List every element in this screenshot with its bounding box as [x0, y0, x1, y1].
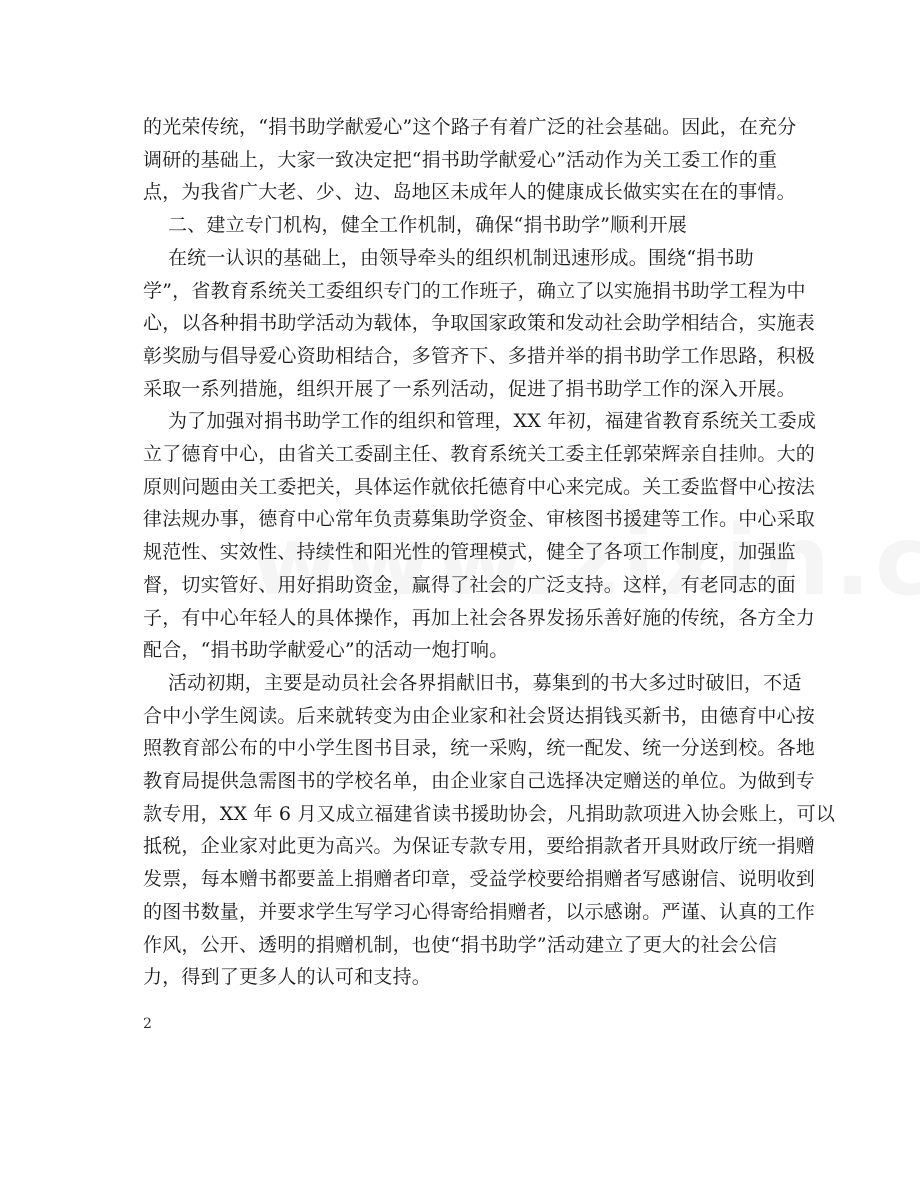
- text-line: 子，有中心年轻人的具体操作，再加上社会各界发扬乐善好施的传统，各方全力: [143, 606, 816, 629]
- text-line: 采取一系列措施，组织开展了一系列活动，促进了捐书助学工作的深入开展。: [143, 377, 796, 400]
- text-line: 督，切实管好、用好捐助资金，赢得了社会的广泛支持。这样，有老同志的面: [143, 573, 796, 596]
- text-line: 彰奖励与倡导爱心资助相结合，多管齐下、多措并举的捐书助学工作思路，积极: [143, 344, 816, 367]
- text-line: 的图书数量，并要求学生写学习心得寄给捐赠者，以示感谢。严谨、认真的工作: [143, 900, 816, 923]
- text-line: 为了加强对捐书助学工作的组织和管理，XX 年初，福建省教育系统关工委成: [143, 410, 817, 433]
- text-line: 抵税，企业家对此更为高兴。为保证专款专用，要给捐款者开具财政厅统一捐赠: [143, 835, 816, 858]
- text-line: 的光荣传统，“捐书助学献爱心”这个路子有着广泛的社会基础。因此，在充分: [143, 116, 797, 138]
- text-line: 学”，省教育系统关工委组织专门的工作班子，确立了以实施捐书助学工程为中: [143, 279, 806, 302]
- text-line: 作风，公开、透明的捐赠机制，也使“捐书助学”活动建立了更大的社会公信: [143, 933, 778, 956]
- page-number: 2: [143, 1016, 152, 1032]
- text-line: 活动初期，主要是动员社会各界捐献旧书，募集到的书大多过时破旧，不适: [143, 671, 802, 694]
- text-line: 立了德育中心，由省关工委副主任、教育系统关工委主任郭荣辉亲自挂帅。大的: [143, 443, 816, 465]
- text-line: 合中小学生阅读。后来就转变为由企业家和社会贤达捐钱买新书，由德育中心按: [143, 704, 816, 727]
- text-line: 款专用，XX 年 6 月又成立福建省读书援助协会，凡捐助款项进入协会账上，可以: [143, 802, 836, 825]
- text-line: 配合，“捐书助学献爱心”的活动一炮打响。: [143, 639, 509, 662]
- text-line: 在统一认识的基础上，由领导牵头的组织机制迅速形成。围绕“捐书助: [143, 246, 754, 269]
- text-line: 发票，每本赠书都要盖上捐赠者印章，受益学校要给捐赠者写感谢信、说明收到: [143, 868, 816, 891]
- text-line: 二、建立专门机构，健全工作机制，确保“捐书助学”顺利开展: [143, 214, 687, 237]
- text-line: 原则问题由关工委把关，具体运作就依托德育中心来完成。关工委监督中心按法: [143, 475, 816, 498]
- text-line: 力，得到了更多人的认可和支持。: [143, 966, 432, 989]
- text-line: 调研的基础上，大家一致决定把“捐书助学献爱心”活动作为关工委工作的重: [143, 148, 778, 171]
- text-line: 律法规办事，德育中心常年负责募集助学资金、审核图书援建等工作。中心采取: [143, 508, 816, 531]
- text-line: 照教育部公布的中小学生图书目录，统一采购，统一配发、统一分送到校。各地: [143, 737, 816, 760]
- text-line: 教育局提供急需图书的学校名单，由企业家自己选择决定赠送的单位。为做到专: [143, 770, 816, 792]
- text-line: 点，为我省广大老、少、边、岛地区未成年人的健康成长做实实在在的事情。: [143, 181, 796, 204]
- text-line: 规范性、实效性、持续性和阳光性的管理模式，健全了各项工作制度，加强监: [143, 541, 796, 564]
- text-line: 心，以各种捐书助学活动为载体，争取国家政策和发动社会助学相结合，实施表: [143, 312, 816, 335]
